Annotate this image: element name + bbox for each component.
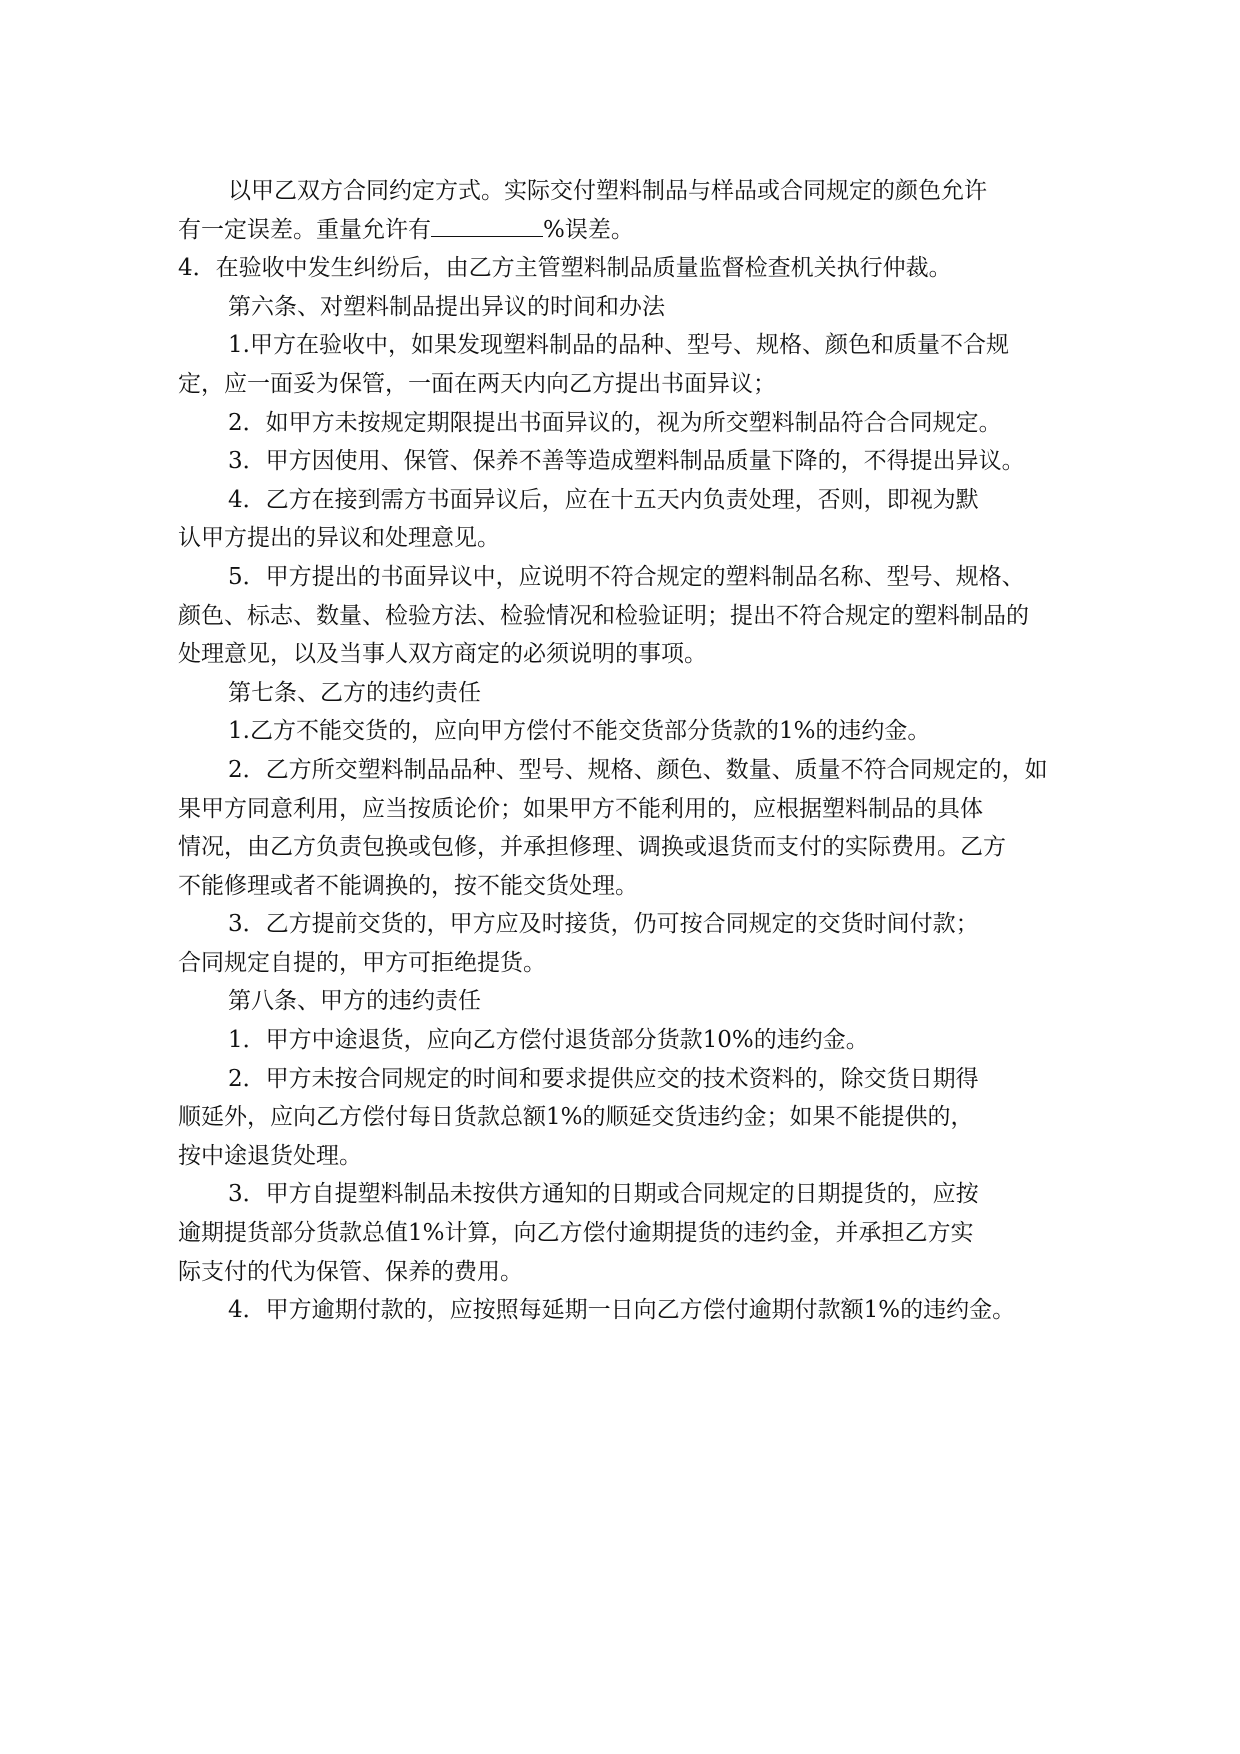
text-line: 按中途退货处理。	[178, 1142, 362, 1169]
text-line: 4．乙方在接到需方书面异议后，应在十五天内负责处理，否则，即视为默	[228, 486, 979, 513]
text-line: 1.甲方在验收中，如果发现塑料制品的品种、型号、规格、颜色和质量不合规	[228, 332, 1009, 359]
text-line: 不能修理或者不能调换的，按不能交货处理。	[178, 872, 638, 899]
text-line: 定，应一面妥为保管，一面在两天内向乙方提出书面异议；	[178, 370, 776, 397]
fill-in-blank	[431, 214, 543, 237]
section-heading: 第六条、对塑料制品提出异议的时间和办法	[228, 293, 665, 320]
text-line: 合同规定自提的，甲方可拒绝提货。	[178, 949, 546, 976]
text-line: 逾期提货部分货款总值1%计算，向乙方偿付逾期提货的违约金，并承担乙方实	[178, 1220, 974, 1247]
text-line: 4．甲方逾期付款的，应按照每延期一日向乙方偿付逾期付款额1%的违约金。	[228, 1297, 1016, 1324]
text-line: 1．甲方中途退货，应向乙方偿付退货部分货款10%的违约金。	[228, 1027, 869, 1054]
text-line: 颜色、标志、数量、检验方法、检验情况和检验证明；提出不符合规定的塑料制品的	[178, 602, 1029, 629]
text-line: 情况，由乙方负责包换或包修，并承担修理、调换或退货而支付的实际费用。乙方	[178, 834, 1006, 861]
text-line: 1.乙方不能交货的，应向甲方偿付不能交货部分货款的1%的违约金。	[228, 718, 931, 745]
text-segment: %误差。	[543, 216, 634, 243]
text-line: 认甲方提出的异议和处理意见。	[178, 525, 500, 552]
text-line: 处理意见，以及当事人双方商定的必须说明的事项。	[178, 641, 707, 668]
text-line: 果甲方同意利用，应当按质论价；如果甲方不能利用的，应根据塑料制品的具体	[178, 795, 983, 822]
text-line-with-blank	[178, 211, 1078, 250]
text-line: 3．甲方自提塑料制品未按供方通知的日期或合同规定的日期提货的，应按	[228, 1181, 979, 1208]
text-segment: 有一定误差。重量允许有	[178, 216, 431, 243]
text-line: 2．乙方所交塑料制品品种、型号、规格、颜色、数量、质量不符合同规定的，如	[228, 756, 1048, 783]
text-line: 2．甲方未按合同规定的时间和要求提供应交的技术资料的，除交货日期得	[228, 1065, 979, 1092]
text-line: 4．在验收中发生纠纷后，由乙方主管塑料制品质量监督检查机关执行仲裁。	[178, 255, 952, 282]
text-line: 顺延外，应向乙方偿付每日货款总额1%的顺延交货违约金；如果不能提供的，	[178, 1104, 974, 1131]
text-line: 5．甲方提出的书面异议中，应说明不符合规定的塑料制品名称、型号、规格、	[228, 563, 1025, 590]
text-line: 以甲乙双方合同约定方式。实际交付塑料制品与样品或合同规定的颜色允许	[228, 178, 987, 204]
document-page	[178, 172, 1078, 1330]
text-line: 3．乙方提前交货的，甲方应及时接货，仍可按合同规定的交货时间付款；	[228, 911, 979, 938]
text-line: 际支付的代为保管、保养的费用。	[178, 1258, 523, 1285]
text-line: 2．如甲方未按规定期限提出书面异议的，视为所交塑料制品符合合同规定。	[228, 409, 1002, 436]
section-heading: 第七条、乙方的违约责任	[228, 679, 481, 706]
section-heading: 第八条、甲方的违约责任	[228, 988, 481, 1015]
text-line: 3．甲方因使用、保管、保养不善等造成塑料制品质量下降的，不得提出异议。	[228, 448, 1025, 475]
